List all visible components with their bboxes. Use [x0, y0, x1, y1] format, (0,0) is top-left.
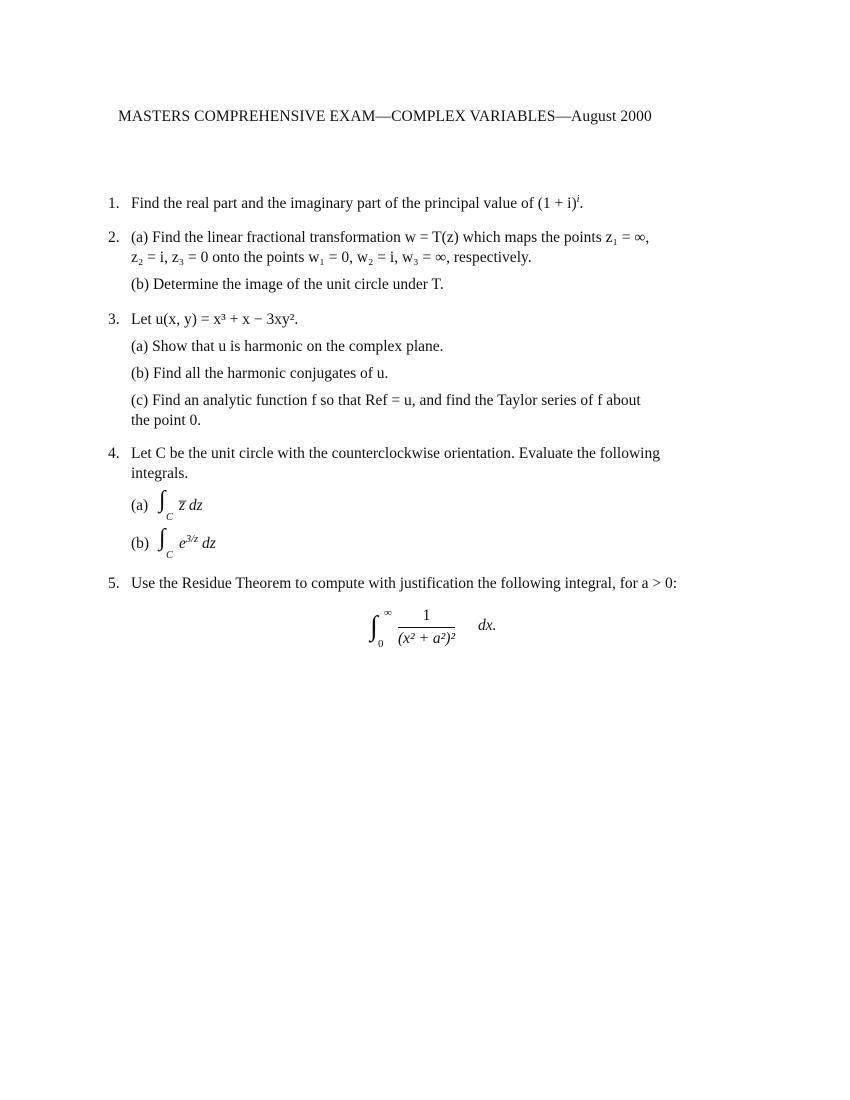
lower-limit: 0 — [378, 638, 384, 650]
problem-number: 2. — [108, 229, 120, 246]
problem-2a-line-2: z₂ = i, z₃ = 0 onto the points w₁ = 0, w₂ = i, w₃ = ∞, respectively. — [131, 249, 532, 266]
contour-subscript: C — [166, 550, 174, 561]
problem-5-text: Use the Residue Theorem to compute with justification the following integral, for a > 0: — [131, 575, 678, 592]
integral-sign: ∫ — [159, 525, 166, 551]
problem-4-intro — [131, 444, 742, 484]
problem-4-line-1: Let C be the unit circle with the counterclockwise orientation. Evaluate the following — [131, 445, 660, 462]
problem-4-line-2: integrals. — [131, 465, 189, 482]
problem-3c-line-1: (c) Find an analytic function f so that Ref = u, and find the Taylor series of f about — [131, 392, 641, 409]
problem-1-statement: Find the real part and the imaginary part of the principal value of (1 + i) — [131, 195, 577, 212]
problem-2b: (b) Determine the image of the unit circle under T. — [131, 276, 444, 293]
problem-3-intro: Let u(x, y) = x³ + x − 3xy². — [131, 311, 299, 328]
problem-3a: (a) Show that u is harmonic on the complex plane. — [131, 338, 444, 355]
part-label: (b) — [131, 535, 150, 552]
problem-number: 3. — [108, 311, 120, 328]
problem-number: 4. — [108, 445, 120, 462]
problem-3c — [131, 391, 742, 431]
problem-3b: (b) Find all the harmonic conjugates of u. — [131, 365, 389, 382]
problem-number: 1. — [108, 195, 120, 212]
upper-limit: ∞ — [384, 607, 392, 619]
integrand — [179, 534, 216, 554]
part-label: (a) — [131, 497, 149, 514]
numerator: 1 — [398, 606, 455, 628]
problem-4a — [131, 488, 742, 522]
problem-3c-line-2: the point 0. — [131, 412, 202, 429]
period: . — [579, 195, 584, 212]
integrand-differential: dz — [198, 535, 216, 552]
fraction — [398, 606, 455, 649]
display-integral — [368, 604, 528, 652]
problem-4b — [131, 526, 742, 560]
integrand-exponent: 3/z — [185, 533, 199, 545]
problem-1 — [108, 194, 742, 214]
problem-3 — [108, 310, 742, 431]
exam-title: MASTERS COMPREHENSIVE EXAM—COMPLEX VARIABLES—August 2000 — [118, 108, 652, 125]
differential: dx. — [478, 617, 497, 634]
problem-number: 5. — [108, 575, 120, 592]
denominator: (x² + a²)² — [398, 630, 456, 647]
problem-2a-line-1: (a) Find the linear fractional transformation w = T(z) which maps the points z₁ = ∞, — [131, 229, 650, 246]
integral-sign: ∫ — [159, 487, 166, 513]
exponent: i — [576, 193, 580, 205]
problem-5 — [108, 574, 742, 594]
contour-subscript: C — [166, 512, 174, 523]
problem-1-text — [131, 194, 742, 214]
problem-2a — [131, 228, 742, 268]
integral-sign: ∫ — [370, 611, 378, 642]
problem-2 — [108, 228, 742, 295]
integrand-base: e — [179, 535, 186, 552]
integrand: z̅ dz — [179, 497, 203, 514]
problem-4 — [108, 444, 742, 560]
